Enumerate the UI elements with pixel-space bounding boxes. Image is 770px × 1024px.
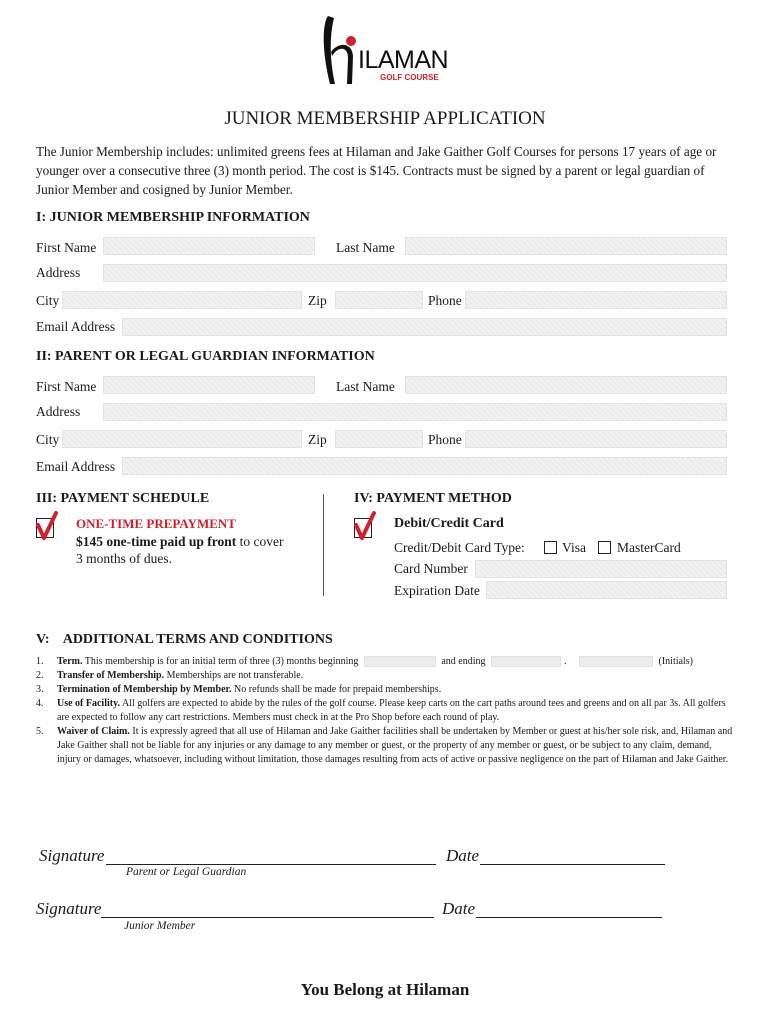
prepayment-checkbox[interactable] <box>36 518 54 538</box>
s1-email-label: Email Address <box>36 319 116 334</box>
guardian-date-label: Date <box>446 846 480 865</box>
intro-paragraph: The Junior Membership includes: unlimited greens fees at Hilaman and Jake Gaither Golf Courses for persons 17 years of age or younger over a consecutive three (3) month period. The cost is $145. Contracts must be signed by a parent or legal guardian of Junior Member and cosigned by Junior Member. <box>36 144 717 197</box>
junior-date-line[interactable] <box>476 917 662 918</box>
s2-city-label: City <box>36 432 60 447</box>
prepayment-detail-line2: 3 months of dues. <box>76 551 172 566</box>
s1-address-label: Address <box>36 265 81 280</box>
s1-zip-label: Zip <box>308 293 327 308</box>
footer-tagline: You Belong at Hilaman <box>300 980 470 999</box>
prepayment-option-label: ONE-TIME PREPAYMENT <box>76 516 236 531</box>
junior-signature-line[interactable] <box>101 917 434 918</box>
prepayment-detail-rest: to cover <box>236 534 284 549</box>
s2-last-name-label: Last Name <box>336 379 395 394</box>
s1-last-name-label: Last Name <box>336 240 395 255</box>
s1-city-field[interactable] <box>62 291 302 309</box>
term-text: It is expressly agreed that all use of Hilaman and Jake Gaither facilities shall be undertaken by Member or guest at his/her sole risk, and, Hilaman and Jake Gaither shall not be liable for any injuries or any damage to any member or guest, or the property of any member or guest, or be subject to any claim, demand, injury or damages, whatsoever, including without limitation, those damages resulting from acts of active or passive negligence on the part of Hilaman and Jake Gaither. <box>57 726 733 765</box>
guardian-caption: Parent or Legal Guardian <box>126 866 247 878</box>
term-title: Use of Facility. <box>57 698 121 709</box>
term-title: Transfer of Membership. <box>57 670 165 681</box>
prepayment-detail <box>76 534 284 550</box>
expiration-label: Expiration Date <box>394 583 480 598</box>
card-checkbox[interactable] <box>354 518 372 538</box>
term-1 <box>36 655 736 669</box>
term-5 <box>36 725 736 767</box>
expiration-field[interactable] <box>486 581 727 599</box>
logo-brand: ILAMAN <box>358 46 449 74</box>
term-4 <box>36 697 736 725</box>
s2-first-name-label: First Name <box>36 379 97 394</box>
s2-address-field[interactable] <box>103 403 727 421</box>
s2-city-field[interactable] <box>62 430 302 448</box>
s2-zip-label: Zip <box>308 432 327 447</box>
s1-zip-field[interactable] <box>335 291 423 309</box>
term-end-date-field[interactable] <box>491 656 561 667</box>
card-number-label: Card Number <box>394 561 468 576</box>
term-number: 3. <box>36 684 44 695</box>
card-type-label: Credit/Debit Card Type: <box>394 540 525 555</box>
s2-email-label: Email Address <box>36 459 116 474</box>
page-title: JUNIOR MEMBERSHIP APPLICATION <box>224 108 546 129</box>
term-number: 2. <box>36 670 44 681</box>
term-dot: . <box>564 656 567 667</box>
term-title: Termination of Membership by Member. <box>57 684 232 695</box>
s2-first-name-field[interactable] <box>103 376 315 394</box>
junior-signature-label: Signature <box>36 899 102 918</box>
term-initials-field[interactable] <box>579 656 653 667</box>
red-check-icon <box>353 511 377 541</box>
card-number-field[interactable] <box>475 560 727 578</box>
term-title: Waiver of Claim. <box>57 726 130 737</box>
term-text: This membership is for an initial term of three (3) months beginning <box>82 656 359 667</box>
s1-phone-label: Phone <box>428 293 462 308</box>
s2-address-label: Address <box>36 404 81 419</box>
term-title: Term. <box>57 656 83 667</box>
guardian-signature-label: Signature <box>39 846 105 865</box>
guardian-signature-line[interactable] <box>106 864 436 865</box>
section3-heading: III: PAYMENT SCHEDULE <box>36 491 210 506</box>
s2-phone-field[interactable] <box>465 430 727 448</box>
column-divider <box>323 494 324 596</box>
red-check-icon <box>35 511 59 541</box>
visa-checkbox[interactable] <box>544 541 557 554</box>
s1-city-label: City <box>36 293 60 308</box>
s2-zip-field[interactable] <box>335 430 423 448</box>
logo-tagline: GOLF COURSE <box>380 73 439 82</box>
mastercard-checkbox[interactable] <box>598 541 611 554</box>
term-initials-label: (Initials) <box>658 656 693 667</box>
mastercard-label: MasterCard <box>617 540 681 555</box>
term-begin-date-field[interactable] <box>364 656 436 667</box>
visa-label: Visa <box>562 540 586 555</box>
section2-heading: II: PARENT OR LEGAL GUARDIAN INFORMATION <box>36 349 375 364</box>
s1-first-name-field[interactable] <box>103 237 315 255</box>
term-text: All golfers are expected to abide by the rules of the golf course. Please keep carts on the cart paths around tees and greens and on all par 3s. All golfers are expected to follow any cart restrictions. Members must check in at the Pro Shop before each round of play. <box>57 698 726 723</box>
section1-heading: I: JUNIOR MEMBERSHIP INFORMATION <box>36 210 310 225</box>
s1-first-name-label: First Name <box>36 240 97 255</box>
s1-last-name-field[interactable] <box>405 237 727 255</box>
term-3 <box>36 683 736 697</box>
term-and-ending: and ending <box>441 656 486 667</box>
term-text: Memberships are not transferable. <box>164 670 304 681</box>
term-text: No refunds shall be made for prepaid memberships. <box>231 684 442 695</box>
card-option-label: Debit/Credit Card <box>394 516 504 531</box>
section5-heading: V: ADDITIONAL TERMS AND CONDITIONS <box>36 632 333 647</box>
logo <box>318 12 458 87</box>
s1-phone-field[interactable] <box>465 291 727 309</box>
terms-list <box>36 655 736 767</box>
term-number: 4. <box>36 698 44 709</box>
term-2 <box>36 669 736 683</box>
s1-address-field[interactable] <box>103 264 727 282</box>
term-number: 5. <box>36 726 44 737</box>
prepayment-detail-bold: $145 one-time paid up front <box>76 534 237 549</box>
s2-phone-label: Phone <box>428 432 462 447</box>
term-number: 1. <box>36 656 44 667</box>
guardian-date-line[interactable] <box>480 864 665 865</box>
junior-caption: Junior Member <box>124 920 196 932</box>
junior-date-label: Date <box>442 899 476 918</box>
s2-last-name-field[interactable] <box>405 376 727 394</box>
s1-email-field[interactable] <box>122 318 727 336</box>
section4-heading: IV: PAYMENT METHOD <box>354 491 512 506</box>
s2-email-field[interactable] <box>122 457 727 475</box>
